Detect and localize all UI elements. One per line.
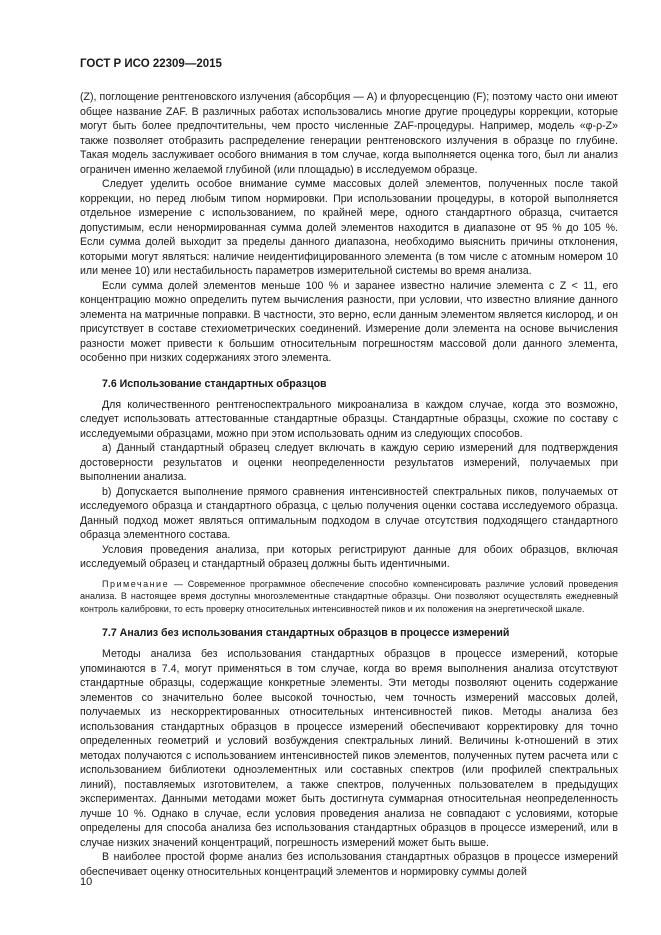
paragraph: (Z), поглощение рентгеновского излучения (абсорбция — А) и флуоресценцию (F); поэтому часто они имеют общее название ZAF. В различных работах использовались многие другие процедуры коррекции, которые могут быть более предпочтительны, чем просто численные ZAF-процедуры. Например, модель «φ-ρ-Z» также позволяет отобразить распределение генерации рентгеновского излучения в образце по глубине. Такая модель заслуживает особого внимания в том случае, когда выполняется оценка того, был ли анализ ограничен именно желаемой глубиной (или площадью) в исследуемом образце.	[80, 91, 618, 176]
note-text: — Современное программное обеспечение способно компенсировать различие условий проведения анализа. В настоящее время доступны многоэлементные стандартные образцы. Они позволяют осуществлять ежедневный контроль калибровки, то есть проверку относительных интенсивностей пиков и их положения на энергетической шкале.	[80, 578, 618, 614]
list-item-b: b) Допускается выполнение прямого сравнения интенсивностей спектральных пиков, получаемых от исследуемого образца и стандартного образца, с целью получения оценки состава исследуемого образца. Данный подход может являться оптимальным подходом в случае отсутствия подходящего стандартного образца элементного состава.	[80, 485, 618, 541]
page-number: 10	[80, 876, 93, 888]
paragraph: В наиболее простой форме анализ без использования стандартных образцов в процессе измерений обеспечивает оценку относительных концентраций элементов и нормировку суммы долей	[80, 851, 618, 878]
document-body	[80, 90, 618, 879]
paragraph: Для количественного рентгеноспектрального микроанализа в каждом случае, когда это возможно, следует использовать аттестованные стандартные образцы. Стандартные образцы, схожие по составу с исследуемыми образцами, можно при этом использовать одним из следующих способов.	[80, 398, 618, 440]
paragraph: Условия проведения анализа, при которых регистрируют данные для обоих образцов, включая исследуемый образец и стандартный образец должны быть идентичными.	[80, 543, 618, 570]
paragraph: Если сумма долей элементов меньше 100 % и заранее известно наличие элемента с Z < 11, его концентрацию можно определить путем вычисления разности, при условии, что известно влияние данного элемента на матричные поправки. В частности, это верно, если данным элементом является кислород, и он присутствует в составе стехиометрических соединений. Измерение доли элемента на основе вычисления разности может привести к большим относительным погрешностям массовой доли данного элемента, особенно при низких содержаниях этого элемента.	[80, 279, 618, 364]
note-label: Примечание	[102, 578, 170, 589]
section-heading-7-6: 7.6 Использование стандартных образцов	[102, 377, 327, 390]
paragraph: Методы анализа без использования стандартных образцов в процессе измерений, которые упоминаются в 7.4, могут применяться в том случае, когда во время выполнения анализа отсутствуют стандартные образцы, содержащие конкретные элементы. Эти методы позволяют оценить содержание элементов со значительно более высокой точностью, чем точность измерений массовых долей, получаемых из нескорректированных относительных интенсивностей пиков. Методы анализа без использования стандартных образцов в процессе измерений обеспечивают корректировку для точно определенных геометрий и условий возбуждения спектральных линий. Величины k-отношений в этих методах получаются с использованием интенсивностей пиков элементов, полученных путем расчета или с использованием библиотеки одноэлементных или составных спектров (или профилей спектральных линий), поставляемых изготовителем, а также спектров, полученных пользователем в предыдущих экспериментах. Данными методами может быть достигнута суммарная относительная неопределенность лучше 10 %. Однако в случае, если условия проведения анализа не совпадают с условиями, которые определены для способа анализа без использования стандартных образцов в процессе измерений, или в случае низких значений концентраций, погрешность измерений может быть выше.	[80, 648, 618, 849]
section-heading-7-7: 7.7 Анализ без использования стандартных образцов в процессе измерений	[102, 627, 510, 639]
document-header: ГОСТ Р ИСО 22309—2015	[80, 58, 222, 70]
note	[80, 578, 618, 616]
list-item-a: a) Данный стандартный образец следует включать в каждую серию измерений для подтверждения достоверности результатов и оценки неопределенности результатов измерений, получаемых при выполнении анализа.	[80, 442, 618, 483]
paragraph: Следует уделить особое внимание сумме массовых долей элементов, полученных после такой коррекции, но перед любым типом нормировки. При использовании процедуры, в которой выполняется отдельное измерение с использованием, по крайней мере, одного стандартного образца, считается допустимым, если ненормированная сумма долей элементов находится в диапазоне от 95 % до 105 %. Если сумма долей выходит за пределы данного диапазона, необходимо выяснить причины отклонения, которыми могут являться: наличие неидентифицированного элемента (в том числе с атомным номером 10 или менее 10) или нестабильность параметров измерительной системы во время анализа.	[80, 178, 618, 277]
